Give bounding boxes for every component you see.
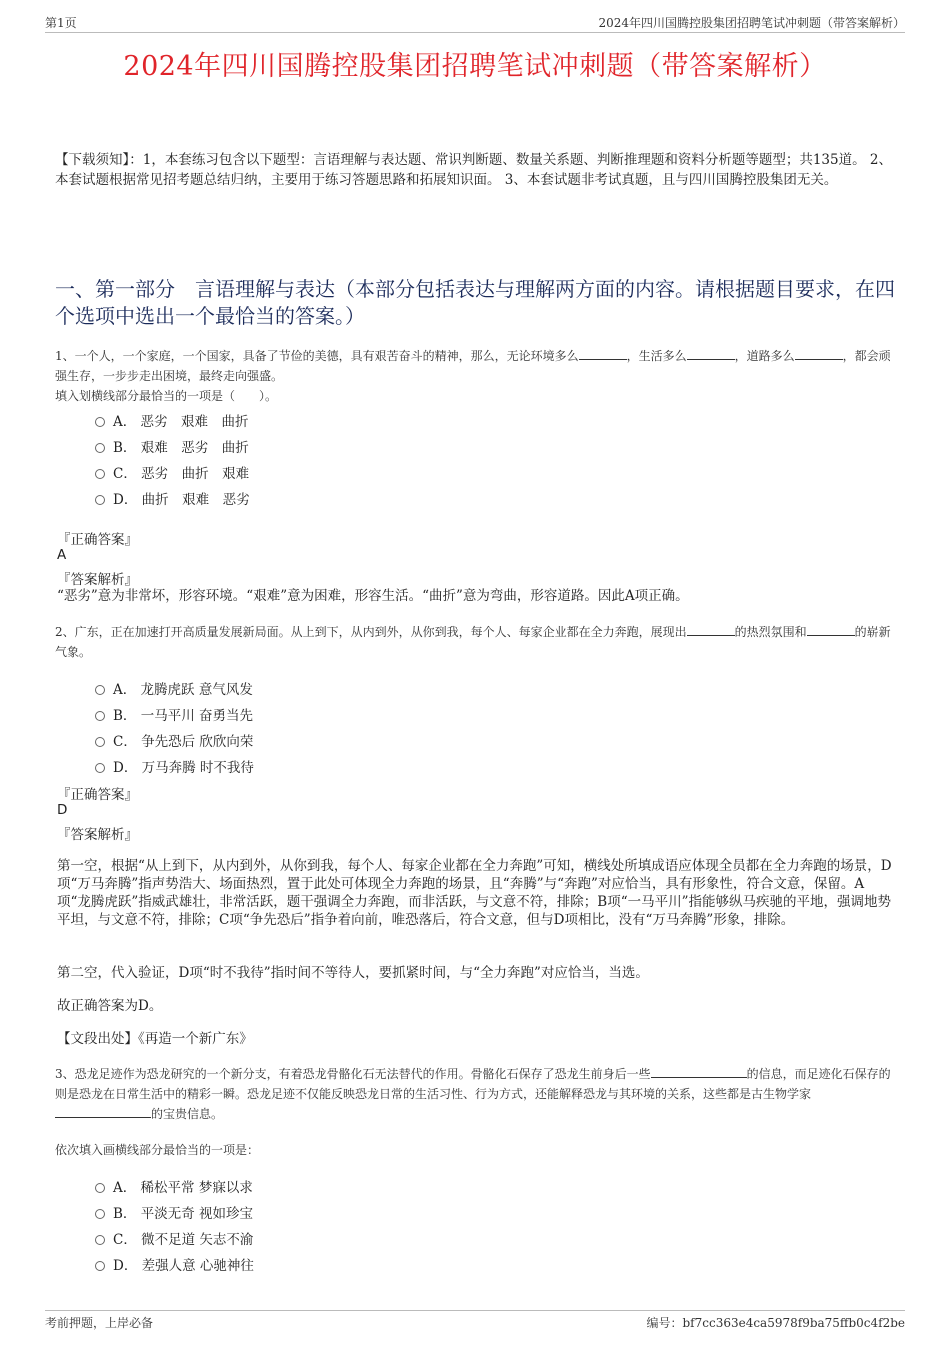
question-3-stem: 3、恐龙足迹作为恐龙研究的一个新分支，有着恐龙骨骼化石无法替代的作用。骨骼化石保存了恐龙生前身后一些 的信息，而足迹化石保存的则是恐龙在日常生活中的精彩一瞬。恐龙足迹不仅能反映恐龙日常的生活习性、行为方式，还能解释恐龙与其环境的关系，这些都是古生物学家的宝贵信息。 <box>55 1064 895 1124</box>
question-2-stem: 2、广东，正在加速打开高质量发展新局面。从上到下，从内到外，从你到我，每个人、每家企业都在全力奔跑，展现出 的热烈氛围和 的崭新气象。 <box>55 622 895 662</box>
footer-divider <box>45 1310 905 1311</box>
q2-analysis-paragraph-2: 第二空，代入验证，D项“时不我待”指时间不等待人，要抓紧时间，与“全力奔跑”对应恰当，当选。 <box>57 965 649 981</box>
fill-blank <box>687 622 735 636</box>
radio-icon[interactable] <box>95 1235 105 1245</box>
q3-option-c[interactable]: C． 微不足道 矢志不渝 <box>95 1228 253 1248</box>
q2-option-d[interactable]: D． 万马奔腾 时不我待 <box>95 756 254 776</box>
question-1-stem: 1、一个人，一个家庭，一个国家，具备了节俭的美德，具有艰苦奋斗的精神，那么，无论环境多么 ，生活多么 ，道路多么 ，都会顽强生存，一步步走出困境，最终走向强盛。 <box>55 346 895 386</box>
question-3-prompt: 依次填入画横线部分最恰当的一项是： <box>55 1143 260 1157</box>
q1-option-c[interactable]: C． 恶劣 曲折 艰难 <box>95 462 249 482</box>
running-header-title: 2024年四川国腾控股集团招聘笔试冲刺题（带答案解析） <box>598 16 905 30</box>
radio-icon[interactable] <box>95 1209 105 1219</box>
q3-option-b[interactable]: B． 平淡无奇 视如珍宝 <box>95 1202 253 1222</box>
q2-option-c[interactable]: C． 争先恐后 欣欣向荣 <box>95 730 253 750</box>
radio-icon[interactable] <box>95 443 105 453</box>
question-1-prompt: 填入划横线部分最恰当的一项是（ ）。 <box>55 389 278 403</box>
q1-analysis: “恶劣”意为非常坏，形容环境。“艰难”意为困难，形容生活。“曲折”意为弯曲，形容道路。因此A项正确。 <box>57 588 689 604</box>
section-heading: 一、第一部分 言语理解与表达（本部分包括表达与理解两方面的内容。请根据题目要求，在四个选项中选出一个最恰当的答案。） <box>55 277 895 328</box>
q2-analysis-paragraph-1: 第一空，根据“从上到下，从内到外，从你到我，每个人、每家企业都在全力奔跑”可知，横线处所填成语应体现全员都在全力奔跑的场景，D项“万马奔腾”指声势浩大、场面热烈，置于此处可体现全力奔跑的场景，且“奔腾”与“奔跑”对应恰当，具有形象性，符合文意，保留。A项“龙腾虎跃”指威武雄壮，非常活跃，题干强调全力奔跑，而非活跃，与文意不符，排除；B项“一马平川”指能够纵马疾驰的平地，强调地势平坦，与文意不符，排除；C项“争先恐后”指争着向前，唯恐落后，符合文意，但与D项相比，没有“万马奔腾”形象，排除。 <box>57 858 892 928</box>
fill-blank <box>807 622 855 636</box>
fill-blank <box>795 346 843 360</box>
q1-answer-label: 『正确答案』 <box>57 532 138 548</box>
q1-analysis-label: 『答案解析』 <box>57 572 138 588</box>
q2-option-b[interactable]: B． 一马平川 奋勇当先 <box>95 704 253 724</box>
q2-answer: D <box>57 802 68 818</box>
q1-option-d[interactable]: D． 曲折 艰难 恶劣 <box>95 488 250 508</box>
page-number: 第1页 <box>45 16 77 30</box>
radio-icon[interactable] <box>95 763 105 773</box>
radio-icon[interactable] <box>95 1261 105 1271</box>
document-id: 编号：bf7cc363e4ca5978f9ba75ffb0c4f2be <box>646 1316 905 1330</box>
download-notice: 【下载须知】：1，本套练习包含以下题型：言语理解与表达题、常识判断题、数量关系题、判断推理题和资料分析题等题型；共135道。 2、本套试题根据常见招考题总结归纳，主要用于练习答题思路和拓展知识面。 3、本套试题非考试真题，且与四川国腾控股集团无关。 <box>55 152 892 188</box>
radio-icon[interactable] <box>95 711 105 721</box>
q2-analysis-paragraph-3: 故正确答案为D。 <box>57 998 163 1014</box>
q1-option-b[interactable]: B． 艰难 恶劣 曲折 <box>95 436 249 456</box>
radio-icon[interactable] <box>95 737 105 747</box>
footer-slogan: 考前押题，上岸必备 <box>45 1316 154 1330</box>
radio-icon[interactable] <box>95 417 105 427</box>
q2-answer-label: 『正确答案』 <box>57 787 138 803</box>
q2-option-a[interactable]: A． 龙腾虎跃 意气风发 <box>95 678 253 698</box>
q3-option-d[interactable]: D． 差强人意 心驰神往 <box>95 1254 254 1274</box>
q1-option-a[interactable]: A． 恶劣 艰难 曲折 <box>95 410 249 430</box>
fill-blank <box>651 1064 747 1078</box>
q3-option-a[interactable]: A． 稀松平常 梦寐以求 <box>95 1176 253 1196</box>
q2-source: 【文段出处】《再造一个新广东》 <box>57 1031 253 1047</box>
header-divider <box>45 32 905 33</box>
document-title: 2024年四川国腾控股集团招聘笔试冲刺题（带答案解析） <box>123 51 827 82</box>
q1-answer: A <box>57 547 67 563</box>
fill-blank <box>687 346 735 360</box>
radio-icon[interactable] <box>95 1183 105 1193</box>
radio-icon[interactable] <box>95 469 105 479</box>
fill-blank <box>55 1104 151 1118</box>
fill-blank <box>579 346 627 360</box>
q2-analysis-label: 『答案解析』 <box>57 827 138 843</box>
radio-icon[interactable] <box>95 495 105 505</box>
radio-icon[interactable] <box>95 685 105 695</box>
